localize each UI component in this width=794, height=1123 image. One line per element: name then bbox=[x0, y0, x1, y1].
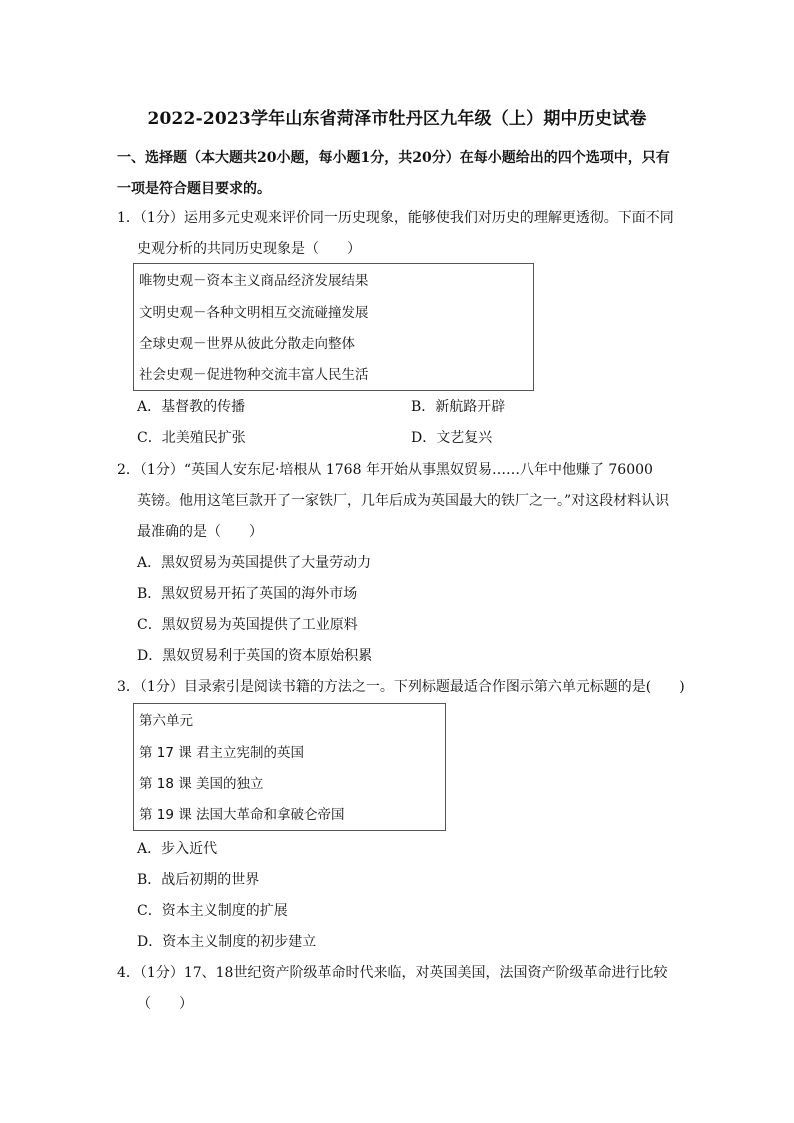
material-line: 唯物史观－资本主义商品经济发展结果 bbox=[139, 273, 369, 289]
question-2-option-c[interactable]: C．黑奴贸易为英国提供了工业原料 bbox=[137, 617, 358, 633]
question-2-option-a[interactable]: A．黑奴贸易为英国提供了大量劳动力 bbox=[137, 555, 372, 571]
contents-line: 第 18 课 美国的独立 bbox=[139, 776, 264, 792]
question-1-option-c[interactable]: C．北美殖民扩张 bbox=[137, 430, 246, 446]
material-line: 社会史观－促进物种交流丰富人民生活 bbox=[139, 367, 369, 383]
question-3-option-c[interactable]: C．资本主义制度的扩展 bbox=[137, 903, 288, 919]
contents-line: 第 17 课 君主立宪制的英国 bbox=[139, 745, 305, 761]
question-1-option-a[interactable]: A．基督教的传播 bbox=[137, 399, 246, 415]
question-3-contents-box bbox=[133, 703, 446, 831]
question-1-stem-line-2: 史观分析的共同历史现象是（ ） bbox=[137, 241, 361, 257]
question-1-material-box bbox=[133, 263, 534, 391]
page-title: 2022-2023学年山东省菏泽市牡丹区九年级（上）期中历史试卷 bbox=[147, 109, 647, 129]
material-line: 全球史观－世界从彼此分散走向整体 bbox=[139, 336, 355, 352]
material-line: 文明史观－各种文明相互交流碰撞发展 bbox=[139, 305, 369, 321]
question-2-stem-line-1: 2．（1分）“英国人安东尼·培根从 1768 年开始从事黑奴贸易……八年中他赚了 76000 bbox=[117, 462, 653, 478]
question-2-option-d[interactable]: D．黑奴贸易利于英国的资本原始积累 bbox=[137, 648, 373, 664]
section-heading: 一、选择题（本大题共20小题，每小题1分，共20分）在每小题给出的四个选项中，只有一项是符合题目要求的。 bbox=[117, 150, 670, 197]
question-3-option-d[interactable]: D．资本主义制度的初步建立 bbox=[137, 934, 317, 950]
question-1-option-b[interactable]: B．新航路开辟 bbox=[411, 399, 506, 415]
question-1-stem-line-1: 1．（1分）运用多元史观来评价同一历史现象，能够使我们对历史的理解更透彻。下面不同 bbox=[117, 210, 674, 226]
question-2-option-b[interactable]: B．黑奴贸易开拓了英国的海外市场 bbox=[137, 586, 358, 602]
question-4-stem-line-1: 4．（1分）17、18世纪资产阶级革命时代来临，对英国美国，法国资产阶级革命进行比较 bbox=[117, 965, 668, 981]
question-2-stem-line-3: 最准确的是（ ） bbox=[137, 524, 263, 540]
contents-line: 第六单元 bbox=[139, 713, 193, 729]
contents-line: 第 19 课 法国大革命和拿破仑帝国 bbox=[139, 807, 345, 823]
question-2-stem-line-2: 英镑。他用这笔巨款开了一家铁厂，几年后成为英国最大的铁厂之一。”对这段材料认识 bbox=[137, 493, 670, 509]
question-3-option-b[interactable]: B．战后初期的世界 bbox=[137, 872, 260, 888]
question-3-stem-line-1: 3．（1分）目录索引是阅读书籍的方法之一。下列标题最适合作图示第六单元标题的是( ) bbox=[117, 679, 685, 695]
question-3-option-a[interactable]: A．步入近代 bbox=[137, 841, 218, 857]
question-1-option-d[interactable]: D．文艺复兴 bbox=[411, 430, 493, 446]
question-4-stem-line-2: （ ） bbox=[137, 996, 193, 1012]
